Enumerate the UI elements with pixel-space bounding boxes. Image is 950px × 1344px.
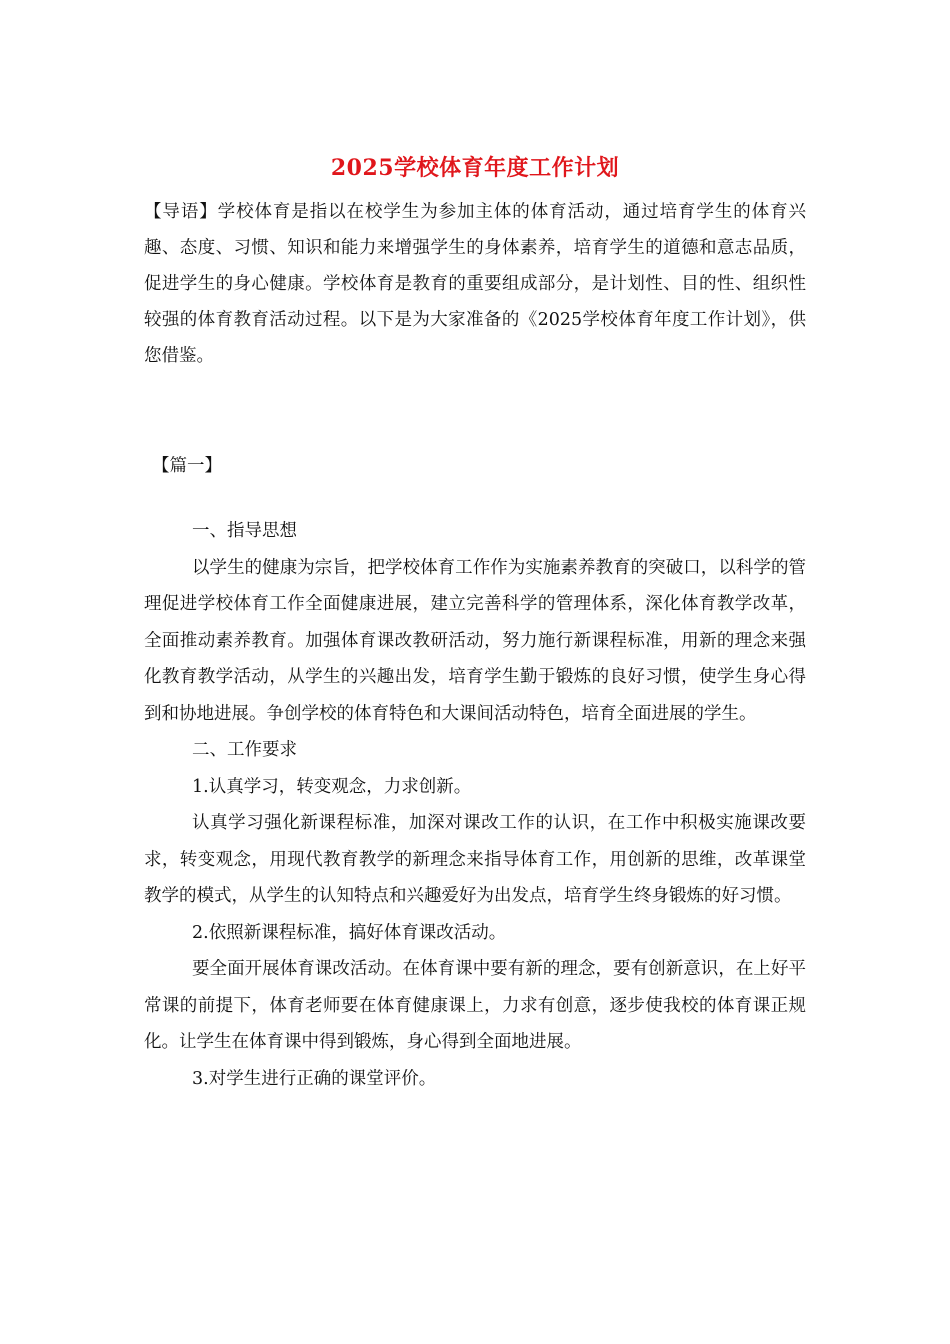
item-heading-1: 1.认真学习，转变观念，力求创新。: [192, 776, 472, 797]
paragraph-guiding-ideology: 以学生的健康为宗旨，把学校体育工作作为实施素养教育的突破口，以科学的管理促进学校体育工作全面健康进展，建立完善科学的管理体系，深化体育教学改革，全面推动素养教育。加强体育课改教研活动，努力施行新课程标准，用新的理念来强化教育教学活动，从学生的兴趣出发，培育学生勤于锻炼的良好习惯，使学生身心得到和协地进展。争创学校的体育特色和大课间活动特色，培育全面进展的学生。: [144, 557, 806, 724]
section-heading: 【篇一】: [152, 456, 222, 476]
paragraph-item-2: 要全面开展体育课改活动。在体育课中要有新的理念，要有创新意识，在上好平常课的前提下，体育老师要在体育健康课上，力求有创意，逐步使我校的体育课正规化。让学生在体育课中得到锻炼，身心得到全面地进展。: [144, 959, 806, 1052]
intro-paragraph: 【导语】学校体育是指以在校学生为参加主体的体育活动，通过培育学生的体育兴趣、态度、习惯、知识和能力来增强学生的身体素养，培育学生的道德和意志品质，促进学生的身心健康。学校体育是教育的重要组成部分，是计划性、目的性、组织性较强的体育教育活动过程。以下是为大家准备的《2025学校体育年度工作计划》，供您借鉴。: [144, 202, 806, 366]
body-text: [144, 513, 806, 1097]
heading-work-requirements: 二、工作要求: [192, 740, 297, 760]
document-title: 2025学校体育年度工作计划: [330, 155, 620, 181]
item-heading-3: 3.对学生进行正确的课堂评价。: [192, 1068, 437, 1089]
paragraph-item-1: 认真学习强化新课程标准，加深对课改工作的认识，在工作中积极实施课改要求，转变观念，用现代教育教学的新理念来指导体育工作，用创新的思维，改革课堂教学的模式，从学生的认知特点和兴趣爱好为出发点，培育学生终身锻炼的好习惯。: [144, 813, 806, 906]
item-heading-2: 2.依照新课程标准，搞好体育课改活动。: [192, 922, 507, 943]
heading-guiding-ideology: 一、指导思想: [192, 521, 297, 541]
